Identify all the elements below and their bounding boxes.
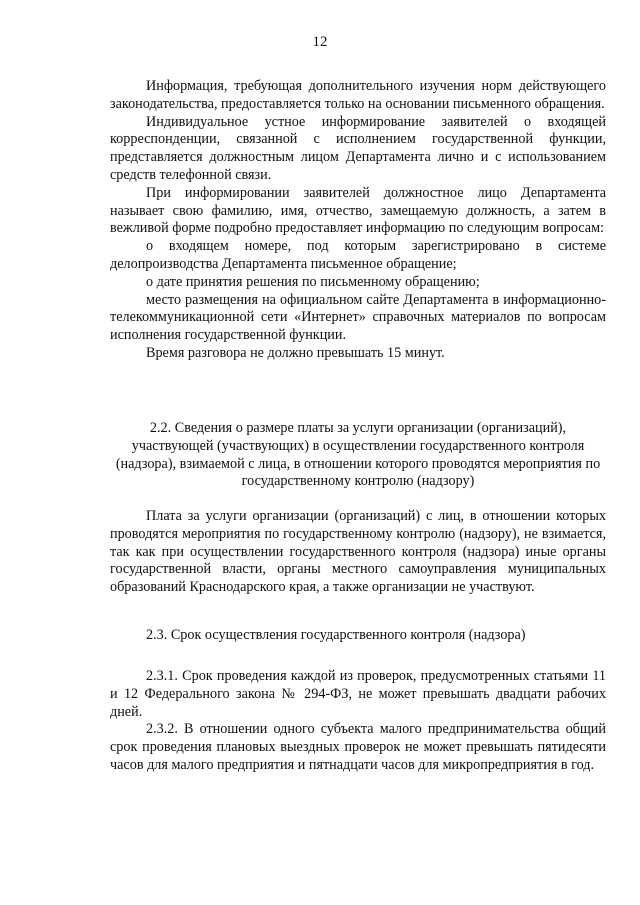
section-2-3-heading: 2.3. Срок осуществления государственного контроля (надзора) [146,627,526,643]
paragraph-fee: Плата за услуги организации (организаций) с лиц, в отношении которых проводятся мероприятия по государственному контролю (надзору), не взимается, так как при осуществлении государственного контроля (надзора) иные органы государственной власти, органы местного самоуправления муниципальных образований Краснодарского края, а также организации не участвуют. [110,508,606,596]
paragraph-2-3-1: 2.3.1. Срок проведения каждой из проверок, предусмотренных статьями 11 и 12 Федерального закона № 294-ФЗ, не может превышать двадцати рабочих дней. [110,668,606,720]
list-item-decision-date: о дате принятия решения по письменному обращению; [146,273,480,290]
paragraph-info-written: Информация, требующая дополнительного изучения норм действующего законодательства, предоставляется только на основании письменного обращения. [110,78,606,112]
section-2-3-body [110,668,606,775]
paragraph-call-duration: Время разговора не должно превышать 15 минут. [146,344,445,361]
list-item-website: место размещения на официальном сайте Департамента в информационно-телекоммуникационной сети «Интернет» справочных материалов по вопросам исполнения государственной функции. [110,291,606,344]
intro-section [110,78,606,363]
section-2-2-body [110,508,606,597]
page-number: 12 [312,34,328,50]
paragraph-oral-info: Индивидуальное устное информирование заявителей о входящей корреспонденции, связанной с исполнением государственной функции, представляется должностным лицом Департамента лично и с использованием средств телефонной связи. [110,113,606,183]
paragraph-2-3-2: 2.3.2. В отношении одного субъекта малого предпринимательства общий срок проведения плановых выездных проверок не может превышать пятидесяти часов для малого предприятия и пятнадцати часов для микропредприятия в год. [110,721,606,773]
paragraph-official-intro: При информировании заявителей должностное лицо Департамента называет свою фамилию, имя, отчество, замещаемую должность, а затем в вежливой форме подробно предоставляет информацию по следующим вопросам: [110,184,606,237]
list-item-incoming-number: о входящем номере, под которым зарегистрировано в системе делопроизводства Департамента письменное обращение; [110,238,606,272]
section-2-2-heading: 2.2. Сведения о размере платы за услуги организации (организаций), участвующей (участвующих) в осуществлении государственного контроля (надзора), взимаемой с лица, в отношении которого проводятся мероприятия по государственному контролю (надзору) [115,420,601,490]
